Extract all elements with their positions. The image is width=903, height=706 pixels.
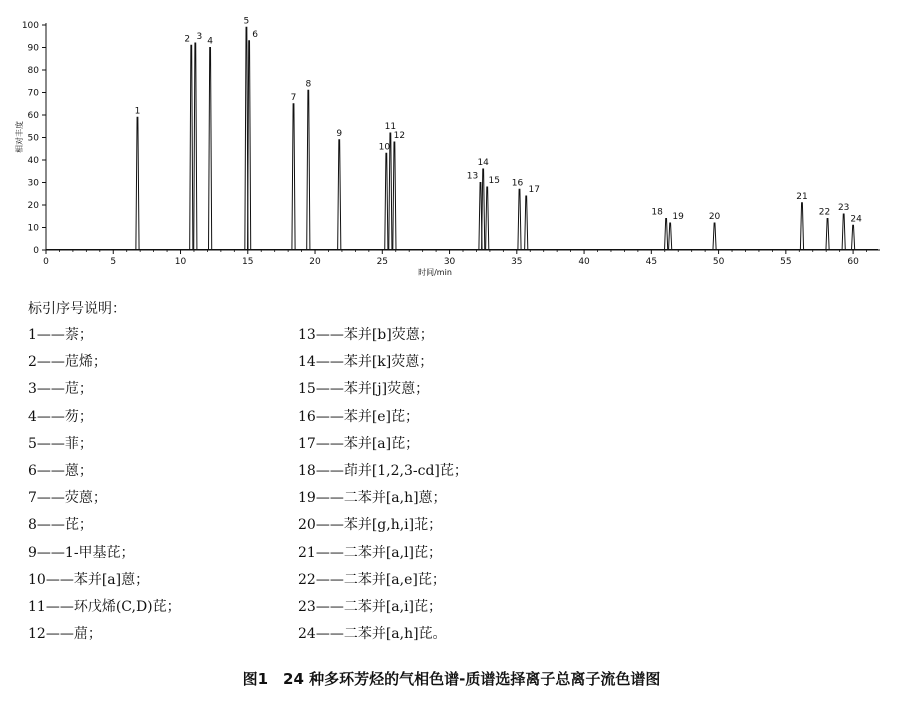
peak-label-6: 6	[252, 29, 258, 40]
peak-9	[338, 140, 341, 250]
x-tick-label: 40	[578, 257, 590, 267]
peak-label-22: 22	[818, 207, 831, 218]
legend-item: 9——1-甲基芘；	[28, 544, 135, 561]
y-tick-label: 90	[27, 43, 39, 54]
y-axis-label: 相对丰度	[15, 121, 24, 153]
peak-label-3: 3	[196, 32, 203, 42]
peak-1	[136, 117, 139, 250]
x-tick-label: 60	[847, 257, 859, 267]
y-tick-label: 70	[27, 88, 39, 99]
legend-item: 24——二苯并[a,h]芘。	[298, 626, 447, 643]
y-tick-label: 20	[27, 201, 39, 211]
peak-label-7: 7	[290, 92, 297, 103]
legend-item: 8——芘；	[28, 517, 93, 534]
peak-label-21: 21	[796, 191, 808, 202]
legend-title: 标引序号说明：	[28, 301, 126, 317]
legend-item: 20——苯并[g,h,i]苝；	[298, 517, 443, 534]
legend-item: 4——芴；	[28, 408, 93, 425]
y-tick-label: 30	[27, 178, 39, 189]
legend-left-column	[28, 322, 181, 648]
peak-label-11: 11	[384, 122, 397, 132]
x-tick-label: 20	[309, 257, 321, 267]
peak-22	[826, 219, 829, 251]
legend-item: 22——二苯并[a,e]芘；	[298, 571, 446, 588]
peak-label-15: 15	[488, 176, 500, 186]
chart-axes	[22, 21, 880, 267]
legend-item: 19——二苯并[a,h]蒽；	[298, 490, 447, 507]
y-tick-label: 100	[21, 21, 39, 31]
peak-21	[800, 203, 803, 250]
legend-item: 3——苊；	[28, 381, 93, 398]
peak-label-16: 16	[511, 178, 524, 189]
legend-item: 13——苯并[b]荧蒽；	[298, 327, 434, 343]
peak-label-20: 20	[708, 212, 721, 222]
legend-item: 1——萘；	[28, 327, 93, 343]
peak-10	[385, 153, 388, 250]
legend-item: 5——菲；	[28, 435, 93, 452]
x-tick-label: 5	[110, 257, 117, 267]
y-tick-label: 60	[27, 111, 39, 121]
peak-label-24: 24	[850, 214, 862, 225]
peak-label-9: 9	[336, 128, 343, 139]
x-tick-label: 10	[174, 257, 187, 267]
peak-label-13: 13	[466, 171, 479, 182]
x-tick-label: 35	[511, 257, 523, 267]
peak-12	[393, 142, 396, 250]
x-tick-label: 15	[242, 257, 254, 267]
peak-label-1: 1	[134, 106, 141, 117]
peak-label-17: 17	[528, 185, 540, 195]
peak-label-5: 5	[243, 16, 250, 27]
x-tick-label: 45	[645, 257, 658, 267]
legend-item: 6——蒽；	[28, 462, 93, 479]
peak-label-12: 12	[393, 131, 406, 141]
legend-item: 12——䓛；	[28, 626, 102, 643]
peak-label-8: 8	[305, 79, 312, 90]
y-tick-label: 50	[27, 133, 39, 144]
legend-item: 23——二苯并[a,i]芘；	[298, 598, 443, 615]
x-tick-label: 55	[780, 257, 792, 267]
y-tick-label: 0	[33, 246, 39, 256]
peak-label-2: 2	[184, 34, 191, 45]
x-tick-label: 25	[376, 257, 389, 267]
peak-label-4: 4	[207, 36, 213, 47]
y-tick-label: 10	[27, 223, 39, 234]
peak-19	[669, 223, 672, 250]
y-tick-label: 80	[27, 66, 39, 76]
peak-label-23: 23	[837, 203, 850, 213]
peak-8	[307, 90, 310, 250]
legend-right-column	[298, 322, 468, 648]
peak-18	[665, 219, 668, 251]
x-tick-label: 0	[43, 257, 49, 267]
legend-item: 10——苯并[a]蒽；	[28, 571, 150, 588]
peak-label-18: 18	[651, 207, 663, 218]
peak-15	[486, 187, 489, 250]
legend-item: 21——二苯并[a,l]芘；	[298, 544, 443, 561]
peak-label-14: 14	[477, 158, 489, 168]
peak-7	[292, 104, 295, 250]
figure-caption: 图1 24 种多环芳烃的气相色谱-质谱选择离子总离子流色谱图	[242, 670, 661, 688]
legend-item: 17——苯并[a]芘；	[298, 435, 420, 452]
peak-6	[248, 41, 251, 250]
peak-4	[209, 48, 212, 251]
peak-17	[525, 196, 528, 250]
legend-item: 14——苯并[k]荧蒽；	[298, 354, 434, 371]
peak-label-19: 19	[672, 212, 684, 222]
x-axis-label: 时间/min	[418, 268, 452, 277]
peak-14	[482, 169, 485, 250]
y-tick-label: 40	[27, 156, 39, 166]
chromatogram-trace	[46, 27, 878, 250]
legend-item: 2——苊烯；	[28, 354, 107, 371]
peak-20	[713, 223, 716, 250]
legend-item: 7——荧蒽；	[28, 490, 107, 507]
peak-label-10: 10	[378, 142, 391, 153]
peak-labels	[135, 16, 862, 224]
x-tick-label: 50	[712, 257, 725, 267]
peak-23	[842, 214, 845, 250]
peak-24	[851, 225, 854, 250]
legend-item: 15——苯并[j]荧蒽；	[298, 381, 430, 398]
peak-3	[194, 43, 197, 250]
chromatogram-chart	[0, 0, 903, 290]
peak-2	[190, 45, 193, 250]
peak-16	[518, 189, 521, 250]
legend-item: 18——茚并[1,2,3-cd]芘；	[298, 462, 468, 479]
x-tick-label: 30	[443, 257, 456, 267]
legend-item: 16——苯并[e]芘；	[298, 408, 420, 425]
legend-item: 11——环戊烯(C,D)芘；	[28, 598, 181, 615]
